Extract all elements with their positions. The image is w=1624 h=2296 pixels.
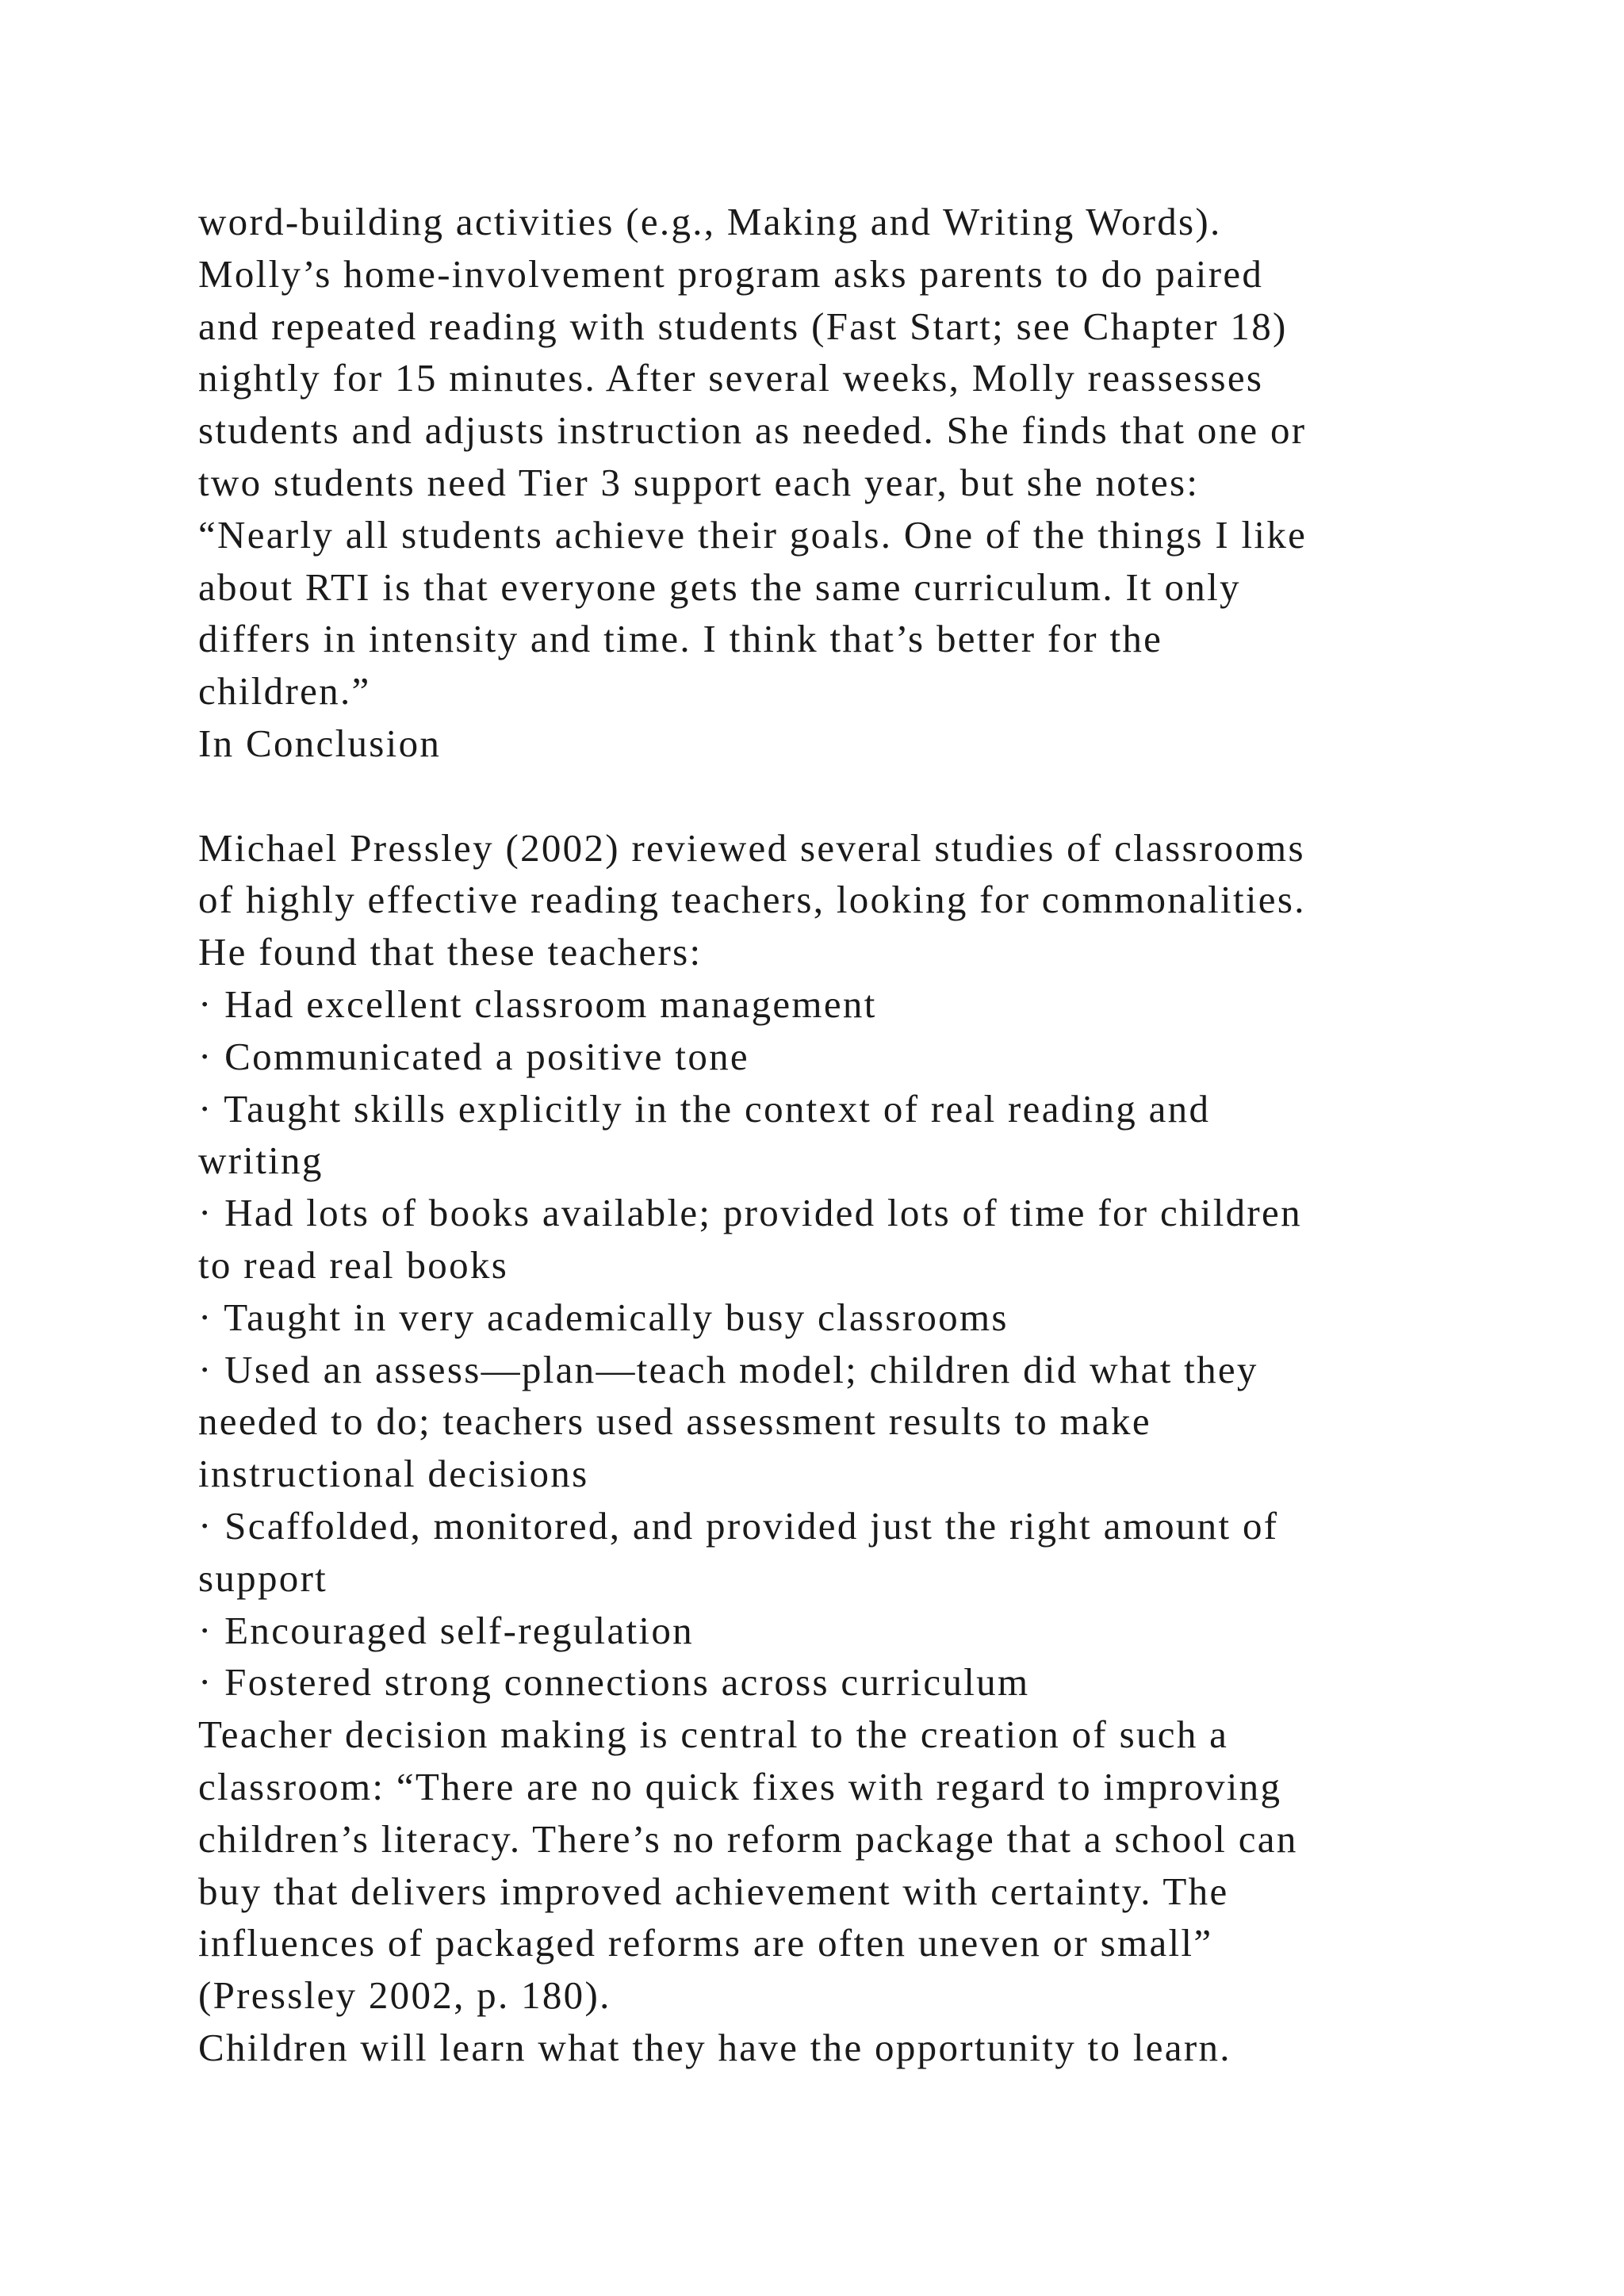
section-heading: In Conclusion <box>198 721 442 765</box>
text-line: Molly’s home-involvement program asks parents to do paired <box>198 251 1264 296</box>
bullet-item-continuation: to read real books <box>198 1242 509 1287</box>
bullet-item: · Communicated a positive tone <box>198 1034 749 1078</box>
text-line: students and adjusts instruction as needed. She finds that one or <box>198 408 1307 453</box>
bullet-item: · Had lots of books available; provided lots of time for children <box>198 1191 1302 1235</box>
text-line: He found that these teachers: <box>198 930 703 974</box>
text-line: Michael Pressley (2002) reviewed several studies of classrooms <box>198 825 1305 870</box>
text-line: (Pressley 2002, p. 180). <box>198 1973 611 2018</box>
bullet-item-continuation: instructional decisions <box>198 1452 589 1496</box>
bullet-item: · Fostered strong connections across curriculum <box>198 1660 1030 1705</box>
text-line: influences of packaged reforms are often uneven or small” <box>198 1921 1213 1965</box>
bullet-item: · Scaffolded, monitored, and provided just the right amount of <box>198 1503 1279 1548</box>
bullet-item: · Encouraged self-regulation <box>198 1608 694 1652</box>
text-line: word-building activities (e.g., Making and Writing Words). <box>198 200 1222 243</box>
text-line: about RTI is that everyone gets the same curriculum. It only <box>198 564 1241 609</box>
text-line: classroom: “There are no quick fixes with regard to improving <box>198 1764 1282 1808</box>
document-page <box>198 196 1546 2074</box>
text-line: children’s literacy. There’s no reform package that a school can <box>198 1816 1298 1861</box>
bullet-item-continuation: writing <box>198 1138 324 1183</box>
bullet-item-continuation: support <box>198 1556 328 1600</box>
text-line: children.” <box>198 669 371 714</box>
bullet-item: · Taught skills explicitly in the context of real reading and <box>198 1086 1211 1131</box>
blank-line <box>198 770 1546 822</box>
bullet-item: · Had excellent classroom management <box>198 982 877 1026</box>
text-line: “Nearly all students achieve their goals. One of the things I like <box>198 512 1308 557</box>
text-line: nightly for 15 minutes. After several weeks, Molly reassesses <box>198 356 1264 400</box>
text-line: Teacher decision making is central to the creation of such a <box>198 1712 1229 1757</box>
text-line: buy that delivers improved achievement with certainty. The <box>198 1869 1229 1913</box>
bullet-item-continuation: needed to do; teachers used assessment results to make <box>198 1399 1151 1444</box>
text-line: and repeated reading with students (Fast Start; see Chapter 18) <box>198 304 1288 348</box>
bullet-item: · Taught in very academically busy classrooms <box>198 1295 1009 1339</box>
text-line: differs in intensity and time. I think that’s better for the <box>198 617 1163 661</box>
text-line: of highly effective reading teachers, looking for commonalities. <box>198 878 1306 922</box>
text-line: two students need Tier 3 support each year, but she notes: <box>198 460 1200 504</box>
text-line: Children will learn what they have the opportunity to learn. <box>198 2025 1231 2069</box>
bullet-item: · Used an assess—plan—teach model; children did what they <box>198 1347 1258 1391</box>
